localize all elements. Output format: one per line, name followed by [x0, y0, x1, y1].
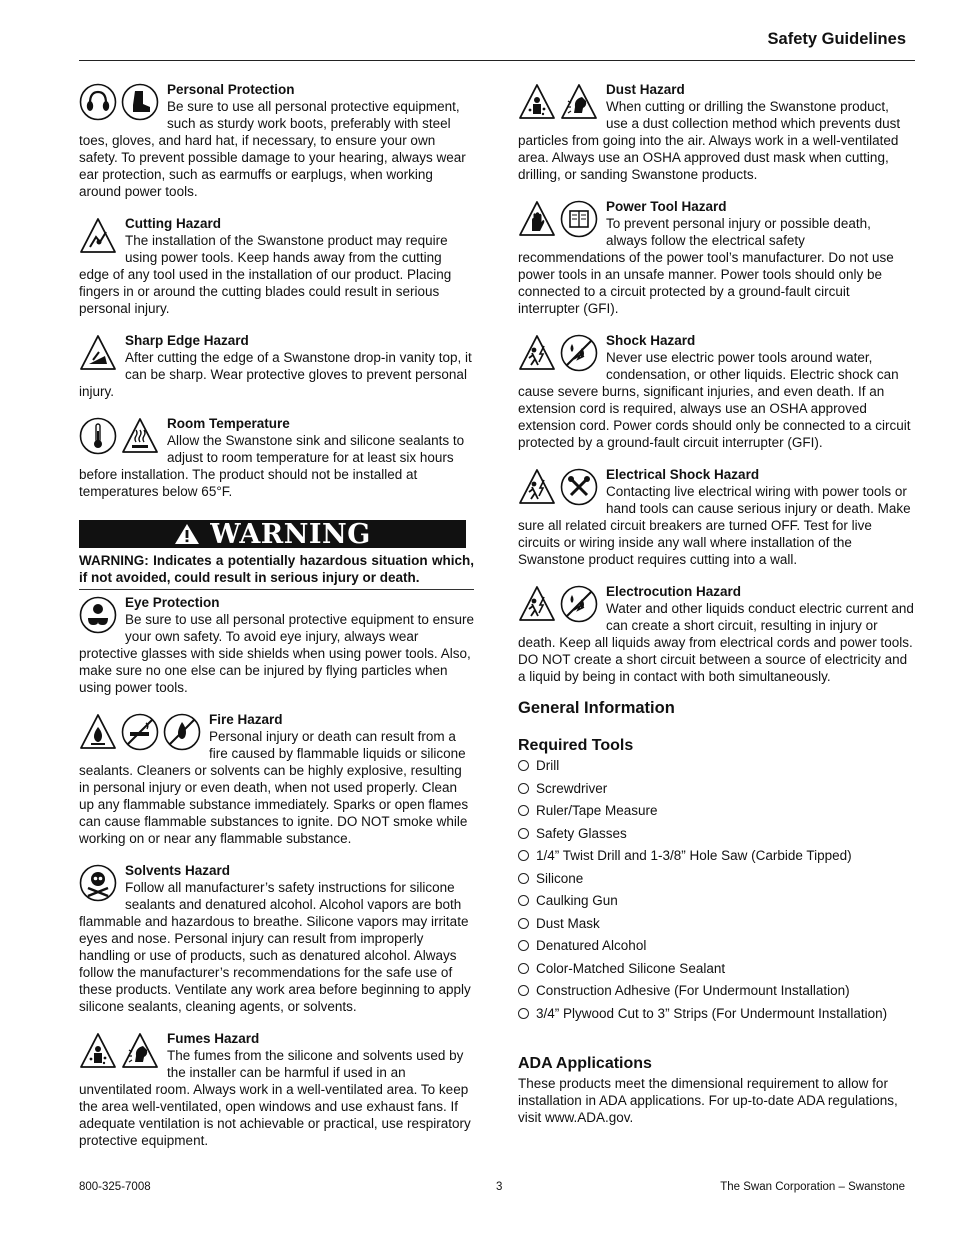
tool-name: Ruler/Tape Measure: [536, 803, 658, 818]
tool-name: Color-Matched Silicone Sealant: [536, 960, 726, 976]
circle-bullet-icon: [518, 805, 529, 816]
tool-list-item: [518, 982, 914, 1005]
tool-list-item: [518, 937, 914, 960]
warning-banner: [79, 520, 466, 548]
hazard-icon-group: [79, 1032, 159, 1070]
safety-section: [79, 332, 474, 400]
circle-bullet-icon: [518, 940, 529, 951]
tool-name: Drill: [536, 758, 560, 773]
hazard-icon-group: [79, 83, 159, 121]
tool-name: Screwdriver: [536, 780, 608, 796]
tool-name: Caulking Gun: [536, 893, 618, 908]
no-liquids-icon: [560, 585, 598, 623]
sharp-edge-icon: [79, 334, 117, 372]
warning-banner-label: WARNING: [210, 518, 371, 550]
skull-crossbones-icon: [79, 864, 117, 902]
footer-page-number: 3: [496, 1181, 503, 1193]
tool-list-item: [518, 892, 914, 915]
tool-name: Dust Mask: [536, 915, 600, 931]
ada-applications-text: These products meet the dimensional requirement to allow for installation in ADA applications. For up-to-date ADA regulations, visit www.ADA.gov.: [518, 1076, 898, 1125]
circle-bullet-icon: [518, 783, 529, 794]
general-information-heading: General Information: [518, 699, 675, 717]
hazard-icon-group: [518, 585, 598, 623]
section-body: When cutting or drilling the Swanstone product, use a dust collection method which prevents dust particles from going into the air. Always work in a well-ventilated area. Always use an OSHA approved dust mask when cutting, drilling, or sanding Swanstone products.: [518, 99, 901, 182]
hazard-icon-group: [79, 596, 117, 634]
thermometer-icon: [79, 417, 117, 455]
ear-protection-icon: [79, 83, 117, 121]
section-title: Sharp Edge Hazard: [125, 333, 249, 348]
section-body: Personal injury or death can result from a fire caused by flammable liquids or silicone sealants. Cleaners or solvents can be highly explosive, resulting in personal injury or even death, when not used properly. Clean up any flammable substance immediately. Sparks or open flames can cause flammable substances to ignite. DO NOT smoke while working on or near any flammable substance.: [79, 729, 469, 846]
section-body: Follow all manufacturer’s safety instructions for silicone sealants and denatured alcohol. Alcohol vapors are both flammable and hazardous to breathe. Silicone vapors may irritate eyes and nose. Personal injury can result from improperly handling or use of products, such as denatured alcohol. Always follow the manufacturer’s recommendations for the safe use of these products. Ventilate any work area before beginning to apply silicone sealants, cleaning agents, or solvents.: [79, 880, 471, 1014]
safety-section: [79, 862, 474, 1015]
section-title: Shock Hazard: [606, 333, 696, 348]
no-smoking-icon: [121, 713, 159, 751]
safety-section: [79, 81, 474, 200]
footer-company: The Swan Corporation – Swanstone: [720, 1181, 905, 1193]
tool-name: Construction Adhesive (For Undermount Installation): [536, 983, 850, 998]
hand-hazard-icon: [518, 200, 556, 238]
section-body: To prevent personal injury or possible death, always follow the electrical safety recommendations of the power tool’s manufacturer. Do not use power tools in an unsafe manner. Power tools should only be connected to a circuit protected by a ground-fault circuit interrupter (GFI).: [518, 216, 894, 316]
section-title: Cutting Hazard: [125, 216, 221, 231]
section-body: Never use electric power tools around water, condensation, or other liquids. Electric shock can cause severe burns, significant injuries, and even death. If an extension cord is required, always use an OSHA approved extension cord. Power cords should only be connected to a circuit protected by a ground-fault circuit interrupter (GFI).: [518, 350, 911, 450]
circle-bullet-icon: [518, 1008, 529, 1019]
section-title: Dust Hazard: [606, 82, 685, 97]
hazard-icon-group: [79, 334, 117, 372]
safety-section: [518, 198, 914, 317]
safety-section: [518, 81, 914, 183]
no-tools-icon: [560, 468, 598, 506]
circle-bullet-icon: [518, 873, 529, 884]
section-title: Electrocution Hazard: [606, 584, 742, 599]
tool-list-item: [518, 870, 914, 893]
section-body: After cutting the edge of a Swanstone drop-in vanity top, it can be sharp. Wear protective gloves to prevent personal injury.: [79, 350, 472, 399]
safety-section: [79, 215, 474, 317]
safety-section: [518, 332, 914, 451]
read-manual-icon: [560, 200, 598, 238]
tool-list-item: [518, 1005, 914, 1028]
tool-name: 1/4” Twist Drill and 1-3/8” Hole Saw (Carbide Tipped): [536, 848, 852, 863]
section-body: Allow the Swanstone sink and silicone sealants to adjust to room temperature for at least six hours before installation. The product should not be installed at temperatures below 65°F.: [79, 433, 465, 499]
safety-section: [518, 466, 914, 568]
section-body: Be sure to use all personal protective equipment to ensure your own safety. To avoid eye injury, always wear protective glasses with side shields when using power tools. Also, make sure no one else can be injured by flying particles when using power tools.: [79, 612, 474, 695]
section-body: Be sure to use all personal protective equipment, such as sturdy work boots, preferably with steel toes, gloves, and hard hat, if necessary, to ensure your own safety. To prevent possible damage to your hearing, always wear ear protection, such as earmuffs or earplugs, when working around power tools.: [79, 99, 466, 199]
hazard-icon-group: [518, 200, 598, 238]
warning-definition: WARNING: Indicates a potentially hazardous situation which, if not avoided, could result in serious injury or death.: [79, 552, 474, 590]
hazard-icon-group: [518, 334, 598, 372]
ada-applications-heading: ADA Applications: [518, 1055, 652, 1072]
section-body: The fumes from the silicone and solvents used by the installer can be harmful if used in an unventilated room. Always work in a well-ventilated area. To keep the area well-ventilated, open windows and use exhaust fans. If adequate ventilation is not achievable or practical, use respiratory protective equipment.: [79, 1048, 471, 1148]
circle-bullet-icon: [518, 895, 529, 906]
safety-section: [79, 594, 474, 696]
required-tools-list: [518, 757, 914, 1027]
circle-bullet-icon: [518, 760, 529, 771]
no-water-icon: [560, 334, 598, 372]
dust-breathing-icon: [560, 83, 598, 121]
hazard-icon-group: [518, 468, 598, 506]
hazard-icon-group: [79, 713, 201, 751]
right-column: [518, 81, 914, 1126]
cutting-hazard-icon: [79, 217, 117, 255]
tool-name: Silicone: [536, 870, 584, 886]
section-body: The installation of the Swanstone product may require using power tools. Keep hands away from the cutting edge of any tool used in the installation of our product. Placing fingers in or around the cutting blades could result in serious personal injury.: [79, 233, 452, 316]
section-title: Personal Protection: [167, 82, 295, 97]
hazard-icon-group: [79, 217, 117, 255]
hazard-icon-group: [79, 864, 117, 902]
circle-bullet-icon: [518, 918, 529, 929]
circle-bullet-icon: [518, 985, 529, 996]
circle-bullet-icon: [518, 828, 529, 839]
warning-triangle-icon: [174, 523, 200, 545]
tool-list-item: [518, 757, 914, 780]
tool-list-item: [518, 825, 914, 848]
right-sections: [518, 81, 914, 685]
header-rule: [79, 60, 915, 61]
section-body: Contacting live electrical wiring with power tools or hand tools can cause serious injury or death. Make sure all related circuit breakers are turned OFF. Test for live circuits or wiring inside any wall where installation of the Swanstone product requires cutting into a wall.: [518, 484, 911, 567]
tool-name: Safety Glasses: [536, 825, 627, 841]
safety-section: [79, 711, 474, 847]
electrocution-icon: [518, 585, 556, 623]
electric-shock-icon: [518, 468, 556, 506]
left-sections-top: [79, 81, 474, 500]
safety-boot-icon: [121, 83, 159, 121]
safety-glasses-icon: [79, 596, 117, 634]
hot-surface-icon: [121, 417, 159, 455]
section-title: Solvents Hazard: [125, 863, 231, 878]
fumes-icon: [79, 1032, 117, 1070]
footer-phone: 800-325-7008: [79, 1181, 151, 1193]
safety-section: [518, 583, 914, 685]
tool-list-item: [518, 915, 914, 938]
section-body: Water and other liquids conduct electric current and can create a short circuit, resulting in injury or death. Keep all liquids away from electrical cords and power tools. DO NOT create a short circuit between a source of electricity and a liquid by being in contact with both simultaneously.: [518, 601, 914, 684]
flammable-icon: [79, 713, 117, 751]
safety-section: [79, 1030, 474, 1149]
inhalation-icon: [121, 1032, 159, 1070]
no-open-flame-icon: [163, 713, 201, 751]
left-column: [79, 81, 474, 1164]
hazard-icon-group: [518, 83, 598, 121]
shock-hazard-icon: [518, 334, 556, 372]
section-title: Fumes Hazard: [167, 1031, 260, 1046]
tool-list-item: [518, 847, 914, 870]
tool-name: 3/4” Plywood Cut to 3” Strips (For Undermount Installation): [536, 1005, 888, 1021]
section-title: Eye Protection: [125, 595, 220, 610]
tool-list-item: [518, 780, 914, 803]
required-tools-heading: Required Tools: [518, 737, 634, 754]
safety-section: [79, 415, 474, 500]
left-sections-bottom: [79, 594, 474, 1149]
tool-list-item: [518, 960, 914, 983]
section-title: Electrical Shock Hazard: [606, 467, 760, 482]
section-title: Power Tool Hazard: [606, 199, 727, 214]
circle-bullet-icon: [518, 963, 529, 974]
dust-hazard-icon: [518, 83, 556, 121]
page-header-title: Safety Guidelines: [767, 30, 906, 48]
hazard-icon-group: [79, 417, 159, 455]
circle-bullet-icon: [518, 850, 529, 861]
section-title: Room Temperature: [167, 416, 290, 431]
tool-list-item: [518, 802, 914, 825]
tool-name: Denatured Alcohol: [536, 938, 647, 953]
section-title: Fire Hazard: [209, 712, 283, 727]
